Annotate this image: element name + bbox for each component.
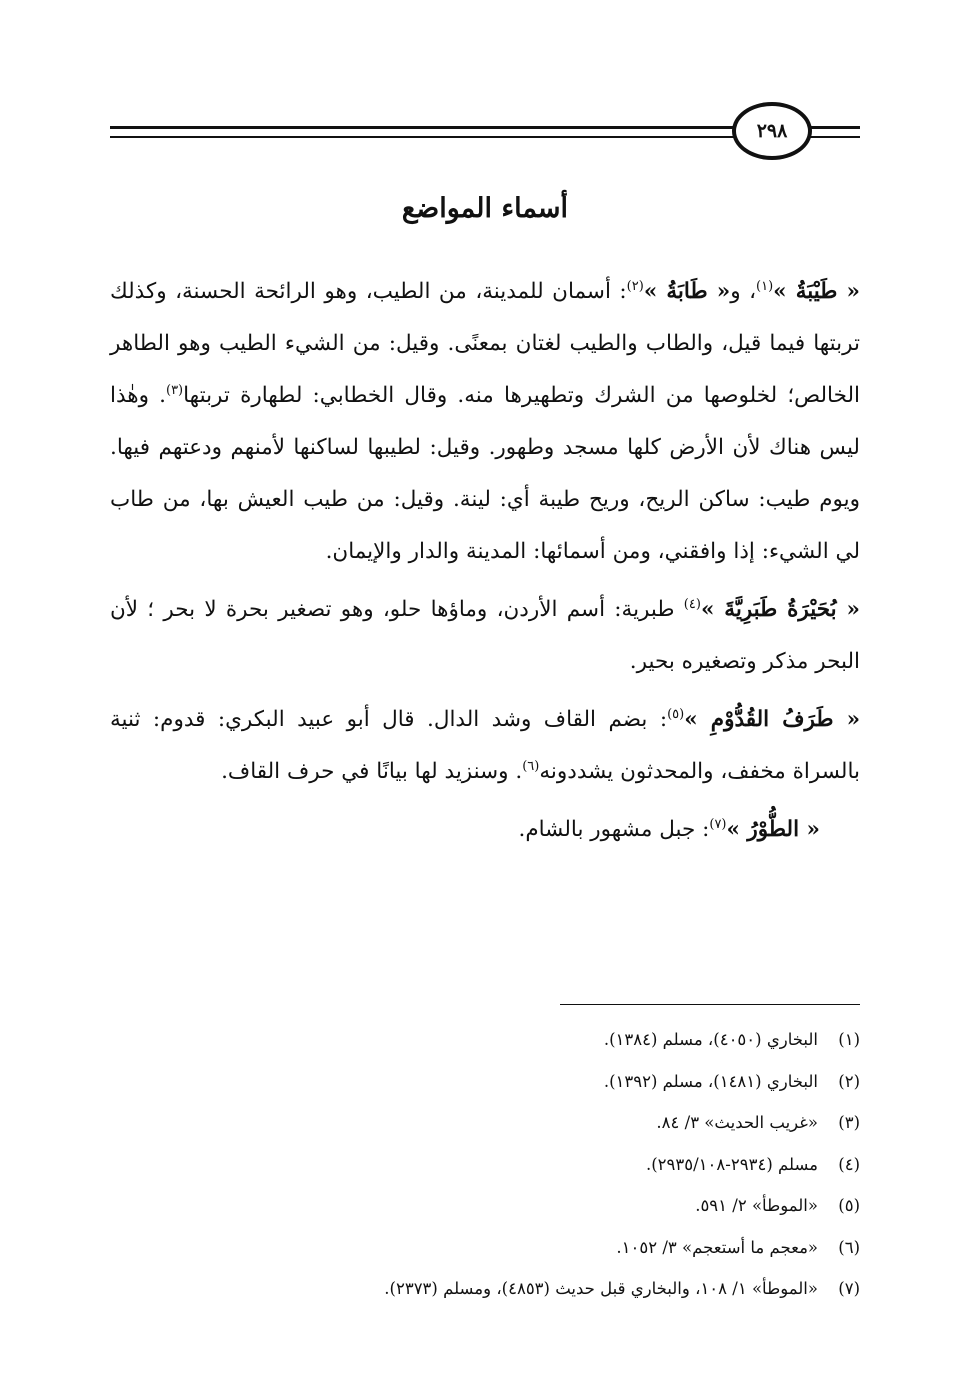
text-span: : أسمان للمدينة، من الطيب، وهو الرائحة الحسنة، وكذلك تربتها فيما قيل، والطاب والطيب لغتان بمعنًى. وقيل: من الشيء الطيب وهو الطاهر الخالص؛ لخلوصها من الشرك وتطهيرها منه. وقال الخطابي: لطهارة تربتها <box>110 279 860 408</box>
page-header <box>110 100 860 164</box>
footnote <box>110 1019 860 1061</box>
footnote <box>110 1227 860 1269</box>
text-span: طبرية: أسم الأردن، وماؤها حلو، وهو تصغير بحرة لا بحر ؛ لأن البحر مذكر وتصغيره بحير. <box>110 597 860 674</box>
footnote <box>110 1061 860 1103</box>
page-number: ٢٩٨ <box>732 102 812 160</box>
footnote-separator <box>560 1004 860 1005</box>
header-rule <box>810 126 860 129</box>
footnote-ref: (١) <box>756 278 774 294</box>
body-text <box>110 266 860 862</box>
paragraph-taybah <box>110 266 860 578</box>
footnote-number: (١) <box>838 1030 860 1049</box>
footnote-ref: (٣) <box>165 382 184 398</box>
footnote-text: «الموطأ» ٢/ ٥٩١. <box>695 1196 818 1215</box>
footnote-number: (٥) <box>838 1196 860 1215</box>
text-span: : بضم القاف وشد الدال. قال أبو عبيد البكري: قدوم: ثنية بالسراة مخفف، والمحدثون يشددونه <box>110 707 860 784</box>
footnote-number: (٢) <box>838 1071 860 1091</box>
text-span: . وهٰذا ليس هناك لأن الأرض كلها مسجد وطهور. وقيل: لطيبها لساكنها لأمنهم ودعتهم فيها. ويوم طيب: ساكن الريح، وريح طيبة أي: لينة. وقيل: من طيب العيش بها، من طاب لي الشيء: إذا وافقني، ومن أسمائها: المدينة والدار والإيمان. <box>110 383 860 564</box>
footnote-ref: (٢) <box>626 278 644 294</box>
footnote-number: (٤) <box>838 1154 860 1174</box>
footnote-number: (٦) <box>838 1237 860 1257</box>
text-span: . وسنزيد لها بيانًا في حرف القاف. <box>221 759 523 784</box>
footnote-number: (٧) <box>838 1279 860 1298</box>
section-title: أسماء المواضع <box>401 193 569 224</box>
footnote-text: البخاري (٤٠٥٠)، مسلم (١٣٨٤). <box>603 1030 818 1049</box>
footnote <box>110 1268 860 1310</box>
header-rule <box>110 136 742 138</box>
footnote-ref: (٥) <box>667 706 685 722</box>
footnote <box>110 1185 860 1227</box>
header-rule <box>110 126 742 129</box>
footnote-ref: (٦) <box>522 758 540 774</box>
term: « بُحَيْرَةُ طَبَرِيَّةَ » <box>700 597 860 622</box>
paragraph-tabariyya <box>110 584 860 688</box>
footnote <box>110 1144 860 1186</box>
term: « طَابَةُ » <box>643 279 731 304</box>
footnote-ref: (٧) <box>709 816 727 832</box>
term: « طَرَفُ القُدُّوْمِ » <box>684 707 861 732</box>
footnote-text: «الموطأ» ١/ ١٠٨، والبخاري قبل حديث (٤٨٥٣)، ومسلم (٢٣٧٣). <box>384 1279 818 1298</box>
text-span: : جبل مشهور بالشام. <box>518 817 710 842</box>
footnote-ref: (٤) <box>683 596 701 612</box>
footnote-text: «معجم ما أستعجم» ٣/ ١٠٥٢. <box>616 1237 818 1257</box>
footnote <box>110 1102 860 1144</box>
footnote-text: مسلم (٢٩٣٤-٢٩٣٥/١٠٨). <box>645 1154 818 1174</box>
footnote-text: البخاري (١٤٨١)، مسلم (١٣٩٢). <box>603 1071 818 1091</box>
paragraph-qudum <box>110 694 860 798</box>
header-rule <box>810 136 860 138</box>
footnote-number: (٣) <box>838 1113 860 1132</box>
text-span: ، و <box>730 279 757 304</box>
footnote-text: «غريب الحديث» ٣/ ٨٤. <box>656 1113 818 1132</box>
term: « طَيْبَةُ » <box>773 279 860 304</box>
footnotes <box>110 1019 860 1310</box>
paragraph-tur <box>110 804 860 856</box>
term: « الطُّوْرُ » <box>726 817 820 842</box>
